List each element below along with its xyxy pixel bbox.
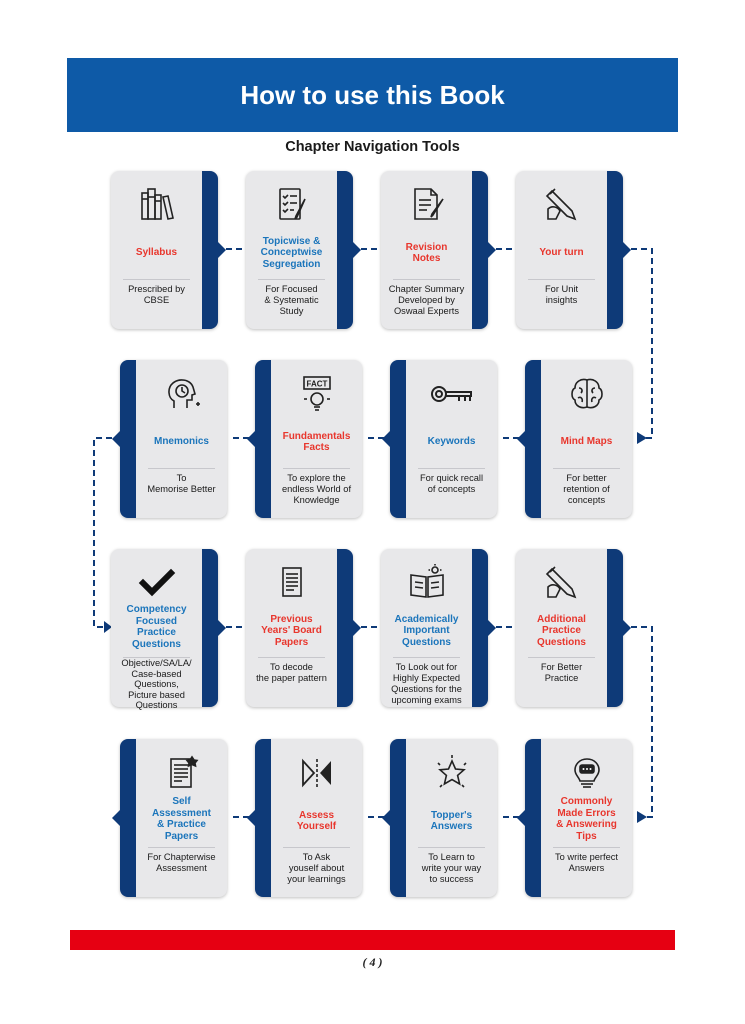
test-paper-icon [136, 753, 227, 793]
pen-hand-icon [516, 563, 607, 603]
card-description: Prescribed by CBSE [128, 284, 185, 305]
card-topicwise [246, 171, 353, 329]
card-toppers-answers [390, 739, 497, 897]
card-bar [202, 171, 218, 329]
card-title: Assess Yourself [296, 809, 337, 832]
card-description: Chapter Summary Developed by Oswaal Experts [388, 284, 465, 316]
card-academically-important [381, 549, 488, 707]
card-title: Topper's Answers [430, 809, 473, 832]
card-title: Commonly Made Errors & Answering Tips [556, 796, 617, 842]
card-description: To decode the paper pattern [256, 662, 327, 683]
card-title: Topicwise & Conceptwise Segregation [260, 235, 323, 270]
card-fundamentals-facts [255, 360, 362, 518]
card-revision-notes [381, 171, 488, 329]
card-title: Your turn [539, 247, 584, 259]
card-description: For better retention of concepts [563, 473, 610, 505]
card-description: To Look out for Highly Expected Questions for the upcoming exams [391, 662, 462, 705]
brain-icon [541, 374, 632, 414]
card-assess-yourself [255, 739, 362, 897]
card-title: Mind Maps [560, 436, 613, 448]
document-icon [246, 563, 337, 603]
card-description: For quick recall of concepts [419, 473, 484, 494]
lightbulb-chat-icon [541, 753, 632, 793]
checklist-icon [246, 185, 337, 225]
card-title: Additional Practice Questions [537, 613, 586, 648]
card-description: For Unit insights [544, 284, 579, 305]
card-title: Keywords [427, 436, 476, 448]
card-title: Competency Focused Practice Questions [126, 604, 187, 650]
card-title: Academically Important Questions [394, 613, 459, 648]
checkmark-icon [111, 563, 202, 603]
card-mnemonics [120, 360, 227, 518]
star-icon [406, 753, 497, 793]
card-description: To write perfect Answers [554, 852, 619, 873]
card-description: To Memorise Better [147, 473, 216, 494]
card-description: For Chapterwise Assessment [147, 852, 216, 873]
svg-text:FACT: FACT [306, 379, 327, 389]
notes-icon [381, 185, 472, 225]
card-your-turn [516, 171, 623, 329]
page-number: ( 4 ) [362, 955, 383, 969]
card-self-assessment [120, 739, 227, 897]
card-additional-practice [516, 549, 623, 707]
fact-bulb-icon [271, 374, 362, 414]
card-title: Fundamentals Facts [282, 430, 351, 453]
card-title: Previous Years' Board Papers [261, 613, 322, 648]
card-description: For Better Practice [540, 662, 583, 683]
card-title: Syllabus [135, 247, 178, 259]
card-title: Revision Notes [405, 241, 448, 264]
card-syllabus [111, 171, 218, 329]
footer-bar [70, 930, 675, 950]
section-subtitle: Chapter Navigation Tools [285, 139, 460, 155]
card-description: To explore the endless World of Knowledge [281, 473, 352, 505]
key-icon [406, 374, 497, 414]
card-description: For Focused & Systematic Study [264, 284, 319, 316]
pen-hand-icon [516, 185, 607, 225]
card-description: Objective/SA/LA/ Case-based Questions, Picture based Questions [121, 658, 192, 710]
card-competency-focused [111, 549, 218, 710]
card-keywords [390, 360, 497, 518]
books-icon [111, 185, 202, 225]
page-title: How to use this Book [240, 79, 505, 110]
open-book-icon [381, 563, 472, 603]
mirror-icon [271, 753, 362, 793]
card-mind-maps [525, 360, 632, 518]
card-title: Mnemonics [153, 436, 209, 448]
card-description: To Learn to write your way to success [421, 852, 482, 884]
card-description: To Ask youself about your learnings [287, 852, 346, 884]
card-previous-years [246, 549, 353, 707]
head-clock-icon [136, 374, 227, 414]
card-common-errors [525, 739, 632, 897]
card-title: Self Assessment & Practice Papers [152, 796, 211, 842]
